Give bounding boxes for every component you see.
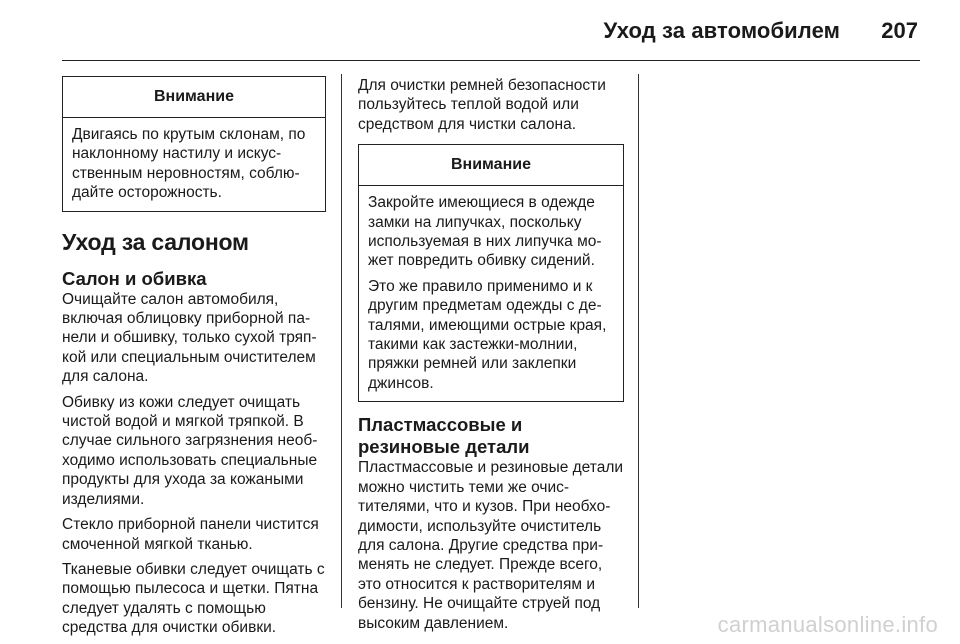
warning-box bbox=[62, 76, 326, 212]
warning-text: Двигаясь по крутым склонам, по наклонному настилу и искусственным неровностям, соблюдайте осторожность. bbox=[72, 126, 306, 202]
warning-body bbox=[359, 186, 623, 401]
warning-heading: Внимание bbox=[63, 77, 325, 118]
paragraph: Очищайте салон автомобиля, включая облицовку приборной панели и обшивку, только сухой тряпкой или специальным очистителем для салона. bbox=[62, 290, 317, 386]
page-header bbox=[62, 16, 920, 61]
paragraph: Стекло приборной панели чистится смоченной мягкой тканью. bbox=[62, 516, 319, 553]
warning-heading: Внимание bbox=[359, 145, 623, 186]
warning-body bbox=[63, 118, 325, 211]
section-title: Уход за салоном bbox=[62, 228, 249, 255]
subsection-title: Салон и обивка bbox=[62, 267, 207, 289]
middle-column bbox=[358, 76, 624, 639]
left-column bbox=[62, 76, 326, 644]
warning-box bbox=[358, 144, 624, 402]
subsection-title: Пластмассовые и резиновые детали bbox=[358, 414, 530, 458]
column-divider bbox=[341, 74, 342, 608]
paragraph: Обивку из кожи следует очищать чистой водой и мягкой тряпкой. В случае сильного загрязнения необходимо использовать специальные продукты для ухода за кожаными изделиями. bbox=[62, 393, 318, 508]
page-number: 207 bbox=[881, 18, 918, 43]
warning-text: Это же правило применимо и к другим предметам одежды с деталями, имеющими острые края, такими как застежки-молнии, пряжки ремней или заклепки джинсов. bbox=[368, 277, 607, 392]
paragraph: Для очистки ремней безопасности пользуйтесь теплой водой или средством для чистки салона. bbox=[358, 77, 606, 133]
header-title: Уход за автомобилем bbox=[603, 18, 840, 43]
warning-text: Закройте имеющиеся в одежде замки на липучках, поскольку используемая в них липучка может повредить обивку сидений. bbox=[368, 194, 602, 270]
column-divider bbox=[638, 74, 639, 608]
paragraph: Тканевые обивки следует очищать с помощью пылесоса и щетки. Пятна следует удалять с помощью средства для очистки обивки. bbox=[62, 560, 325, 637]
watermark: carmanualsonline.info bbox=[717, 612, 938, 637]
paragraph: Пластмассовые и резиновые детали можно чистить теми же очистителями, что и кузов. При необходимости, используйте очиститель для салона. Другие средства применять не следует. Прежде всего, это относится к растворителям и бензину. Не очищайте струей под высоким давлением. bbox=[358, 459, 624, 632]
